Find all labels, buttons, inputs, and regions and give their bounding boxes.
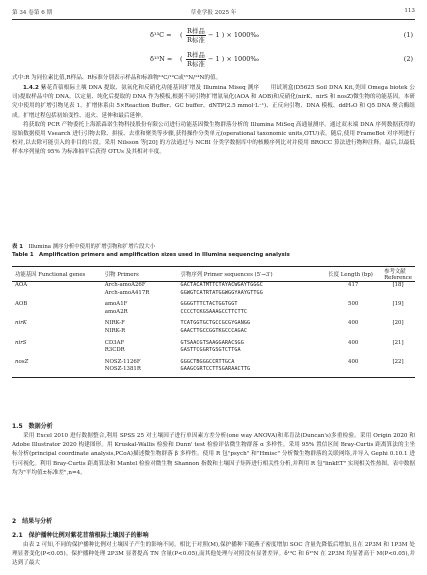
table-row — [12, 301, 415, 309]
table-1-title-cn: Illumina 测序分析中使用的扩增引物和扩增片段大小 — [28, 244, 156, 250]
table-1-caption — [12, 243, 415, 259]
primer-cell: amoA1F — [104, 301, 128, 308]
gene-cell: AOB — [15, 301, 28, 308]
equation-1-numerator: R样品 — [187, 27, 205, 35]
sequence-cell: GTSAACGTSAAGGARACSGG — [180, 339, 244, 346]
column-header: 长度 Length (bp) — [325, 267, 381, 282]
sequence-cell: GGWGTCATRTATGGWGGYAAYGTTGG — [180, 289, 263, 296]
sequence-cell: GGGCTBGGGCCRTTGCA — [180, 358, 235, 365]
table-row — [12, 282, 415, 290]
length-cell: 400 — [348, 320, 359, 327]
table-1-label-cn: 表 1 — [12, 244, 24, 250]
sequence-cell: TCATGGTGCTGCCGCGYGANGG — [180, 320, 251, 327]
column-header: 引物 Primers — [102, 267, 178, 282]
table-1-title-en: Amplification primers and amplification sizes used in Illumina sequencing analysis — [39, 252, 290, 259]
gene-cell: nirS — [15, 339, 27, 346]
header-volume: 第 34 卷第 6 期 — [12, 10, 53, 16]
sequence-cell: GACTACATMTTCTAYACWGAYTGGGC — [180, 282, 263, 288]
section-2-1-paragraph: 由表 2 可知,不同的保护播种比例对土壤因子产生的影响不同。相比于对照(M),保护播种下随燕子密度增加 SOC 含量先降低后增加,且在 2P3M 和 1P3M 处理显著变化(P<0.05)。保护播种处理 2P3M 显著提高 TN 含量(P<0.05),而其他处理与对照没有显著差异。δ¹³C 和 δ¹⁵N 在 2P3M 均显著高于 M(P<0.05),并达到了最大 — [12, 542, 415, 567]
column-header: 参考文献 Reference — [381, 267, 415, 282]
length-cell: 400 — [348, 358, 359, 365]
table-row — [12, 347, 415, 359]
section-1-5-heading: 1.5 数据分析 — [12, 423, 53, 430]
equation-note: 式中:R 为同位素比值,R样品、R标准分别表示样品和标准物¹³C/¹²C或¹⁵N/¹⁴N的值。 — [12, 75, 222, 81]
primer-cell: R3CDR — [104, 347, 125, 354]
primer-cell: NIRK-R — [104, 327, 126, 334]
reference-cell: [20] — [392, 320, 404, 327]
primer-cell: amoA2R — [104, 308, 128, 315]
gene-cell: nosZ — [15, 358, 29, 365]
section-1-4-2 — [12, 84, 415, 158]
equation-2-rest: − 1 ) × 1000‰ — [208, 55, 260, 63]
table-header-row — [12, 267, 415, 282]
table-row — [12, 366, 415, 377]
section-2-1-heading: 2.1 保护播种比例对紫花苜蓿根际土壤因子的影响 — [12, 532, 149, 539]
reference-cell: [18] — [392, 282, 404, 288]
section-1-4-2-number: 1.4.2 — [23, 85, 39, 91]
reference-cell: [19] — [392, 301, 404, 308]
equation-1-number: (1) — [403, 31, 413, 39]
table-row — [12, 340, 415, 348]
sequence-cell: GASTTCGGRTGSGTCTTGA — [180, 347, 241, 354]
section-2-heading: 2 结果与分析 — [12, 518, 53, 525]
section-1-4-2-para1: 紫花苜蓿根际土壤 DNA 提取、氨氧化和反硝化功能基因扩增及 Illumina Miseq 测序 用试剂盒(D5625 Soil DNA Kit,美国 Omega biotek 公司)提取样品中的 DNA。以定量、纯化后提取的 DNA 作为模板,根据不同引物扩增氨氧化(AOA 和 AOB)和反硝化(nirK、nirS 和 nosZ)微生物的功能基因。本研究中使用的扩增引物见表 1。扩增体系由 5×Reaction Buffer、GC buffer、dNTP(2.5 mmol·L⁻¹)、正反向引物、DNA 模板、ddH₂O 和 Q5 DNA 聚合酶组成。扩增过程包括初始变性、退火、延伸和最后延伸。 — [12, 85, 416, 119]
section-1-5-paragraph: 采用 Excel 2010 进行数据整合,利用 SPSS 25 对土壤因子进行单因素方差分析(one way ANOVA)和邓肯法(Duncan's)多重检验。采用 Origin 2020 和 Adobe Illustrator 2020 构建图形。用 Kruskal-Wallis 检验和 Dunn' test 检验评估微生物群落 α 多样性。采用 95% 置信区间 Bray-Curtis 距离算法的主坐标分析(principal coordinate analysis,PCoA)描述微生物群落 β 多样性。使用 R 包"psych" 和"Hmisc" 分析微生物群落的关联网络,并导入 Gephi 0.10.1 进行可视化。利用 Bray-Curtis 距离算法和 Mantel 检验对微生物 Shannon 指数和土壤因子矩阵进行相关性分析,并利用 R 包"linkET" 实现相关性热图。表中数据均为"平均值±标准差",n=4。 — [12, 433, 415, 476]
primer-cell: Arch-amoA417R — [104, 289, 150, 296]
table-row — [12, 359, 415, 367]
section-1-4-2-para2: 将获取的 PCR 产物委托上海派森诺生物科技股份有限公司进行功能基因微生物群落分析的 Illumina MiSeq 高通量测序。通过双末端 DNA 序列数据获得的原始数据使用 Vsearch 进行引物去除、拼接、去重和聚类等步骤,获得操作分类单元(operational taxonomic units,OTU)表。随后,使用 FrameBot 对序列进行校对,以去除可能引入的非目的片段。采用 Nilsson 等[20] 的方法通过与 NCBI 分类学数据库中的核酸序列比对并使用 BROCC 算法进行物种注释。最后,以最低样本序列量的 95% 为标准抽平后获得 OTUs 及其相对丰度。 — [12, 121, 415, 156]
table-1-label-en: Table 1 — [12, 252, 34, 259]
sequence-cell: GAAGCGRTCCTTSGARAACTTG — [178, 366, 326, 377]
header-page-number: 113 — [404, 8, 415, 14]
equation-1-rest: − 1 ) × 1000‰ — [208, 31, 260, 39]
column-header: 引物序列 Primer sequences (5′→3′) — [178, 267, 326, 282]
length-cell: 500 — [348, 301, 359, 308]
table-row — [12, 328, 415, 340]
header-journal: 草业学报 2025 年 — [190, 10, 237, 16]
gene-cell: nirK — [15, 320, 27, 327]
primer-cell: Arch-amoA26F — [104, 282, 146, 288]
sequence-cell: GAACTTGCCGGTKGCCCAGAC — [180, 327, 248, 334]
equation-1-symbol: δ¹³C = — [150, 31, 172, 39]
sequence-cell: GGGGTTTCTACTGGTGGT — [180, 301, 238, 308]
equation-2-fraction — [186, 51, 206, 68]
length-cell: 417 — [348, 282, 359, 288]
gene-cell: AOA — [15, 282, 28, 288]
primer-cell: NOSZ-1126F — [104, 358, 141, 365]
equation-1: δ¹³C = ( R样品 R标准 − 1 ) × 1000‰ — [150, 27, 260, 44]
running-header — [12, 8, 415, 18]
primer-cell: CD3AF — [104, 339, 125, 346]
reference-cell: [21] — [392, 339, 404, 346]
primer-cell: NIRK-F — [104, 320, 125, 327]
primer-table — [12, 266, 415, 378]
table-row — [12, 290, 415, 302]
primer-cell: NOSZ-1381R — [102, 366, 178, 377]
equation-2-number: (2) — [403, 55, 413, 63]
equation-1-denominator: R标准 — [187, 36, 205, 44]
equation-2-numerator: R样品 — [187, 51, 205, 59]
table-row — [12, 320, 415, 328]
equation-2-symbol: δ¹⁵N = — [150, 55, 173, 63]
equation-1-fraction — [186, 27, 206, 44]
column-header: 功能基因 Functional genes — [12, 267, 102, 282]
reference-cell: [22] — [392, 358, 404, 365]
equation-2: δ¹⁵N = ( R样品 R标准 − 1 ) × 1000‰ — [150, 51, 260, 68]
length-cell: 400 — [348, 339, 359, 346]
sequence-cell: CCCCTCKGSAAAGCCTTCTTC — [180, 308, 248, 315]
equation-2-denominator: R标准 — [187, 60, 205, 68]
header-rule — [12, 19, 415, 20]
table-row — [12, 309, 415, 321]
